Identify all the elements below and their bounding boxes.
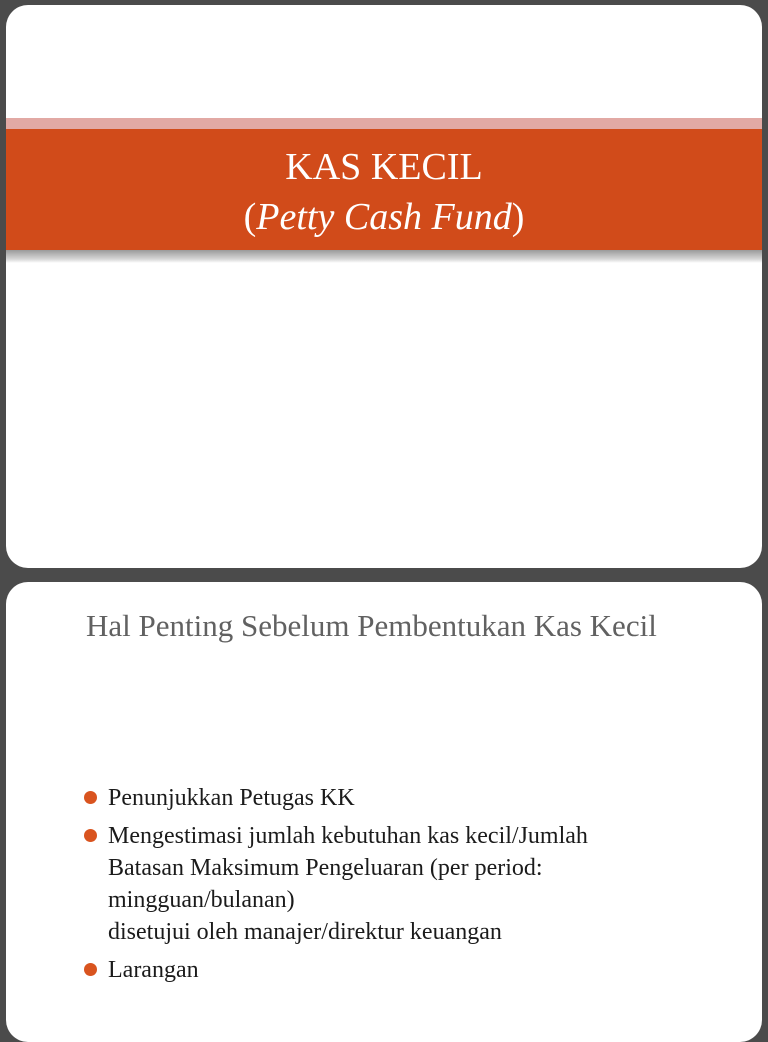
slide-heading: Hal Penting Sebelum Pembentukan Kas Kecil	[86, 608, 657, 643]
content-slide	[6, 582, 762, 1042]
bullet-dot-icon	[84, 829, 97, 842]
bullet-text: Penunjukkan Petugas KK	[108, 785, 355, 811]
bullet-text: Mengestimasi jumlah kebutuhan kas kecil/Jumlah	[108, 823, 588, 849]
subtitle-paren-open: (	[243, 196, 257, 238]
bullet-dot-icon	[84, 791, 97, 804]
slide-title	[6, 142, 762, 242]
bullet-text: mingguan/bulanan)	[108, 887, 295, 913]
title-band-shadow	[6, 250, 762, 263]
bullet-text: Larangan	[108, 957, 199, 983]
bullet-text: disetujui oleh manajer/direktur keuangan	[108, 919, 502, 945]
title-main: KAS KECIL	[285, 146, 483, 188]
subtitle-italic: Petty Cash Fund	[256, 196, 512, 238]
subtitle-paren-close: )	[511, 196, 525, 238]
bullet-item	[84, 954, 724, 986]
bullet-item	[84, 782, 724, 814]
bullet-text: Batasan Maksimum Pengeluaran (per period:	[108, 855, 543, 881]
title-subtitle	[6, 192, 762, 242]
title-slide	[6, 5, 762, 568]
bullet-item	[84, 820, 724, 948]
bullet-list	[84, 782, 724, 992]
bullet-dot-icon	[84, 963, 97, 976]
